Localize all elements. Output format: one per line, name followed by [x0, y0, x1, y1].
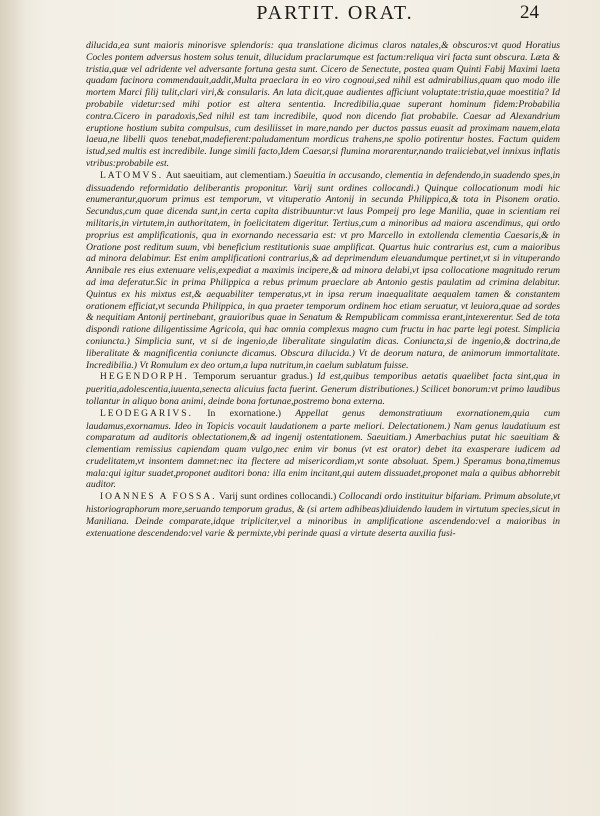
- lemma: Aut saeuitiam, aut clementiam.): [165, 169, 291, 181]
- paragraph-text: dilucida,ea sunt maioris minorisve splendoris: qua translatione dicimus claros natales,& obscuros:vt quod Horatius Cocles pontem adversus hostem solus tenuit, dilucidum praclarumque est factum:reliqua viri facta sunt obscura. Læta & tristia,quæ vel adridente vel adversante fortuna gesta sunt. Cicero de Senectute, postea quam Quinti Fabij Maximi laeta quadam facinora commendauit,addit,Multa praeclara in eo viro cognoui,sed nihil est admirabilius,quam quo modo ille mortem Marci filij tulit,clari viri,& consularis. An lata dicit,quae audientes afficiunt voluptate:tristia,quae moestitia? Id probabile videtur:sed mihi potior est altera sententia. Incredibilia,quae superant hominum fidem:Probabilia contra.Cicero in paradoxis,Sed nihil est tam incredibile, quod non dicendo fiat probabile. Caesar ad Alexandrium eruptione hostium subita compulsus, cum desiliisset in mare,nando per ductos passus euasit ad proximam nauem,elata laeua,ne libelli quos tenebat,madefierent:paludamentum mordicus trahens,ne spolio potirentur hostes. Factum quidem istud,sed multis est incredibile. Iunge simili facto,Idem Caesar,si flumina morarentur,nando traiiciebat,vel innixus inflatis vtribus:probabile est.: [86, 40, 560, 169]
- commentator-name: HEGENDORPH.: [100, 372, 189, 383]
- paragraph-leodegarius: [86, 408, 560, 492]
- lemma: In exornatione.): [207, 407, 282, 419]
- commentator-name: LATOMVS.: [100, 170, 164, 181]
- commentator-name: LEODEGARIVS.: [100, 408, 193, 419]
- paragraph-text: Saeuitia in accusando, clementia in defendendo,in suadendo spes,in dissuadendo reformidatio deliberantis proponitur. Varij sunt ordines collocandi.) Quinque collocationum modi hic enumerantur,quorum primus est temporum, vt vituperatio Antonij in secunda Philippica,& tota in Pisonem oratio. Secundus,cum quae dicenda sunt,in certa capita distribuuntur:vt laus Pompeij pro lege Manilia, quae in scientiam rei militaris,in virtutem,in authoritatem, in foelicitatem digeritur. Tertius,cum a minoribus ad maiora ascendimus, qui ordo proprius est amplificationis, qua in exornando necessaria est: vt pro Marcello in extollenda clementia Caesaris,& in Oratione post reditum suum, vbi beneficium restitutionis suae amplificat. Quartus huic contrarius est, cum a maioribus ad minora delabimur. Est enim amplificationi contrarius,& ad deprimendum eleuandumque pertinet,vt si in vituperando Annibale res eius extenuare velis,expediat a maximis incipere,& ad minora delabi,vt ipsa collocatione magnitudo rerum ad ima deferatur.Sic in prima Philippica a rebus primum praeclare ab Antonio gestis paulatim ad crimina delabitur. Quintus ex his mixtus est,& aequabiliter temperatus,vt in ipsa rerum inaequalitate aequalem tamen & constantem orationem efficiat,vt secunda Philippica, in qua praeter temporum ordinem hoc etiam seruatur, vt leuiora,quae ad sordes & nequitiam Antonij pertinebant, grauioribus quae in Senatum & Rempublicam commissa erant,intexerentur. Sed de tota dispondi ratione diligentissime Agricola, qui hac omnia complexus magno cum fructu in hac parte legi potest. Simplicia coniuncta.) Simplicia sunt, vt si de ingenio,de liberalitate singulatim dicas. Coniuncta,si de ingenio,& doctrina,de liberalitate & magnificentia coniuncte dicamus. Obscura dilucida.) Vt de deorum natura, de animorum immortalitate. Incredibilia.) Vt Romulum ex deo ortum,a lupa nutritum,in caelum sublatum fuisse.: [86, 169, 561, 371]
- paragraph-text: Appellat genus demonstratiuum exornationem,quia cum laudamus,exornamus. Ideo in Topicis vocauit laudationem a parte meliori. Delectationem.) Nam genus laudatiuum est comparatum ad auditoris oblectationem,& ad ingenij ostentationem. Saeuitiam.) Amerbachius putat hic saeuitiam & clementiam remissius capiendam quam vulgo,nec enim vir bonus (vt est orator) debet ita exasperare iudicem ad crudelitatem,vt insontem damnet:nec ita flectere ad misericordiam,vt sonte absoluat. Spem.) Speramus bona,timemus mala:qui igitur suadet,proponet auditori bona: illa enim incitant,qui autem dissuadet,proponet mala a quibus abhorrebit auditor.: [86, 407, 560, 491]
- commentary-text: [86, 40, 560, 539]
- paragraph-fossa: [86, 491, 560, 539]
- commentator-name: IOANNES A FOSSA.: [100, 492, 217, 503]
- paragraph-latomus: [86, 170, 560, 372]
- page-gutter-shadow: [0, 0, 26, 816]
- paragraph-text: Collocandi ordo instituitur bifariam. Primum absolute,vt historiographorum more,seruando temporum gradus, & (si artem adhibeas)diuidendo laudem in virtutum species,sicut in Maniliana. Deinde comparate,idque tripliciter,vel a minoribus in amplificatione ascendendo:vel a maioribus in extenuatione descendendo:vel varie & permixte,vbi perinde quasi a virtute deserta auxilia fusi-: [86, 491, 561, 539]
- page-number: 24: [520, 2, 539, 23]
- lemma: Temporum seruantur gradus.): [193, 371, 313, 383]
- paragraph-hegendorph: [86, 371, 560, 407]
- page-header: [0, 0, 600, 40]
- running-title: PARTIT. ORAT.: [256, 2, 414, 24]
- paragraph-continuation: [86, 40, 560, 170]
- paragraph-text: Id est,quibus temporibus aetatis quaelibet facta sint,qua in pueritia,adolescentia,iuuenta,senecta alicuius facta fuerint. Generum distributiones.) Scilicet bonorum:vt primo laudibus tollantur in aliquo bona animi, deinde bona fortunae,postremo bona externa.: [86, 371, 561, 407]
- lemma: Varij sunt ordines collocandi.): [219, 491, 337, 503]
